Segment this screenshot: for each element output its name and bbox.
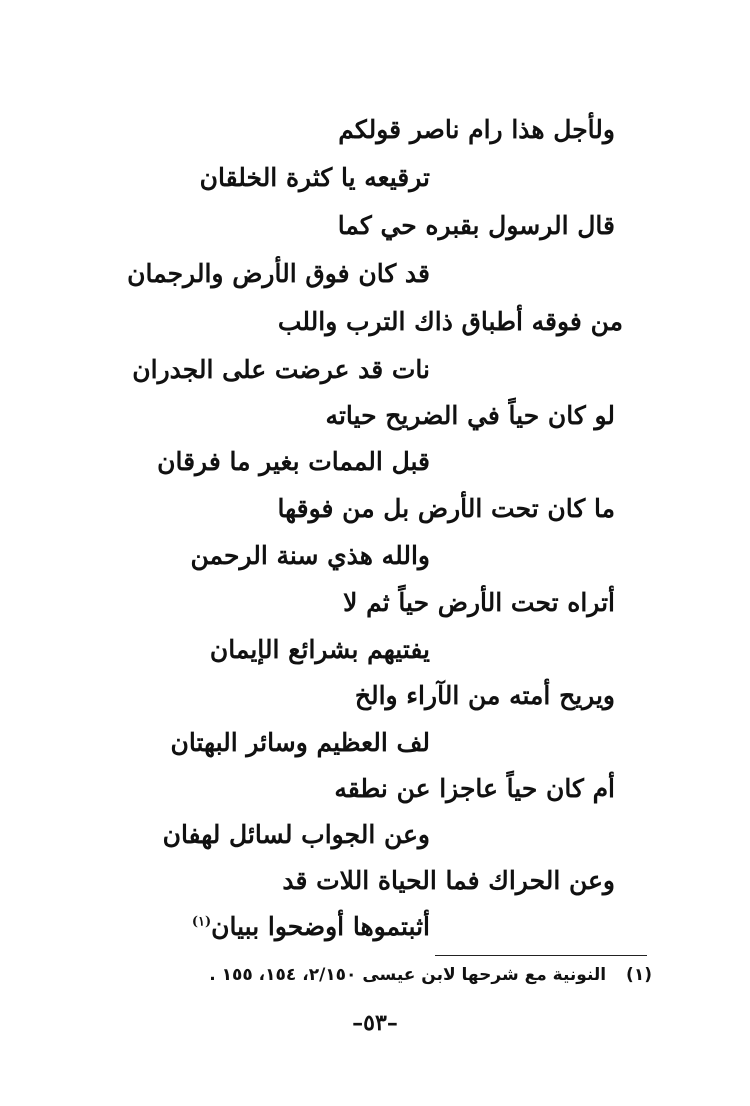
verse-first-hemistich: ولأجل هذا رام ناصر قولكم: [338, 115, 615, 144]
verse-first-hemistich: وعن الحراك فما الحياة اللات قد: [282, 866, 615, 895]
page-number: –٥٣–: [352, 1010, 398, 1036]
verse-second-hemistich: لف العظيم وسائر البهتان: [170, 728, 430, 757]
verse-first-hemistich: ما كان تحت الأرض بل من فوقها: [277, 494, 615, 523]
verse-first-hemistich: أتراه تحت الأرض حياً ثم لا: [343, 588, 615, 617]
footnote-marker[interactable]: (١): [191, 914, 212, 930]
verse-second-hemistich: وعن الجواب لسائل لهفان: [162, 820, 430, 849]
verse-first-hemistich: أم كان حياً عاجزا عن نطقه: [334, 774, 615, 803]
verse-first-hemistich: ويريح أمته من الآراء والخ: [354, 681, 615, 710]
verse-second-hemistich: قبل الممات بغير ما فرقان: [157, 447, 430, 476]
verse-first-hemistich: لو كان حياً في الضريح حياته: [325, 401, 615, 430]
verse-second-hemistich: [192, 914, 430, 939]
footnote-number: (١): [626, 965, 652, 985]
verse-second-hemistich: نات قد عرضت على الجدران: [132, 355, 430, 384]
verse-second-hemistich: والله هذي سنة الرحمن: [190, 541, 430, 570]
verse-first-hemistich: من فوقه أطباق ذاك الترب واللب: [277, 307, 623, 336]
footnote-text: النونية مع شرحها لابن عيسى ٢/١٥٠، ١٥٤، ١٥٥ .: [209, 965, 607, 985]
verse-second-hemistich: قد كان فوق الأرض والرجمان: [127, 259, 430, 288]
footnote-separator: [435, 955, 647, 956]
verse-second-hemistich: ترقيعه يا كثرة الخلقان: [199, 163, 430, 192]
verse-first-hemistich: قال الرسول بقبره حي كما: [337, 211, 615, 240]
verse-second-hemistich: يفتيهم بشرائع الإيمان: [209, 635, 430, 664]
footnote: [209, 965, 652, 985]
verse-text: أثبتموها أوضحوا ببيان: [211, 912, 430, 941]
